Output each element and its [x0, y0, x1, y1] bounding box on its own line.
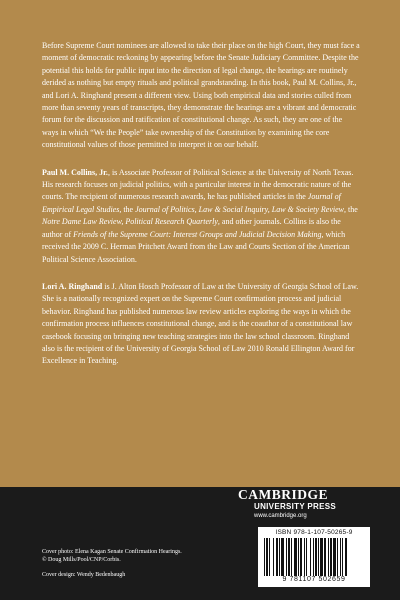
book-description: Before Supreme Court nominees are allowed to take their place on the high Court, they must face a moment of democratic reckoning by appearing before the Senate Judiciary Committee. Despite the potential this holds for public input into the direction of legal change, the hearings are routinely derided as nothing but empty rituals and political grandstanding. In this book, Paul M. Collins, Jr., and Lori A. Ringhand present a different view. Using both empirical data and stories culled from more than seventy years of transcripts, they demonstrate the hearings are a vibrant and democratic forum for the discussion and ratification of constitutional change. As such, they are one of the ways in which “We the People” take ownership of the Constitution by examining the core constitutional values of those permitted to interpret it on our behalf. — [42, 41, 360, 150]
publisher-url: www.cambridge.org — [254, 513, 307, 519]
author-name-collins: Paul M. Collins, Jr. — [42, 167, 108, 177]
author-name-ringhand: Lori A. Ringhand — [42, 281, 103, 291]
barcode-number: 9 781107 502659 — [282, 576, 346, 583]
author-bio-collins: Paul M. Collins, Jr., is Associate Professor of Political Science at the University of North Texas. His research focuses on judicial politics, with a particular interest in the democratic nature of the courts. The recipient of numerous research awards, he has published articles in the Journal of Empirical Legal Studies, the Journal of Politics, Law & Social Inquiry, Law & Society Review, the Notre Dame Law Review, Political Research Quarterly, and other journals. Collins is also the author of Friends of the Supreme Court: Interest Groups and Judicial Decision Making, which received the 2009 C. Herman Pritchett Award from the Law and Courts Section of the American Political Science Association. — [42, 167, 358, 264]
barcode-block — [258, 527, 370, 587]
publisher-press: UNIVERSITY PRESS — [254, 502, 337, 511]
photo-credit-line-1: Cover photo: Elena Kagan Senate Confirmation Hearings. — [42, 549, 182, 555]
barcode-image — [264, 538, 364, 576]
publisher-logo — [238, 488, 358, 520]
cover-credits — [42, 548, 242, 579]
author-bio-ringhand: Lori A. Ringhand is J. Alton Hosch Professor of Law at the University of Georgia School of Law. She is a nationally recognized expert on the Supreme Court confirmation process and judicial behavior. Ringhand has published numerous law review articles exploring the ways in which the confirmation process influences constitutional change, and is the coauthor of a constitutional law casebook focusing on bringing new teaching strategies into the law school classroom. Ringhand also is the recipient of the University of Georgia School of Law 2010 Ronald Ellington Award for Excellence in Teaching. — [42, 281, 359, 366]
blurb-text — [42, 40, 360, 383]
publisher-name: CAMBRIDGE — [238, 487, 329, 502]
design-credit: Cover design: Wendy Bedenbaugh — [42, 572, 126, 578]
isbn-label: ISBN 978-1-107-50265-9 — [275, 529, 353, 536]
photo-credit-line-2: © Doug Mills/Pool/CNP/Corbis. — [42, 557, 121, 563]
